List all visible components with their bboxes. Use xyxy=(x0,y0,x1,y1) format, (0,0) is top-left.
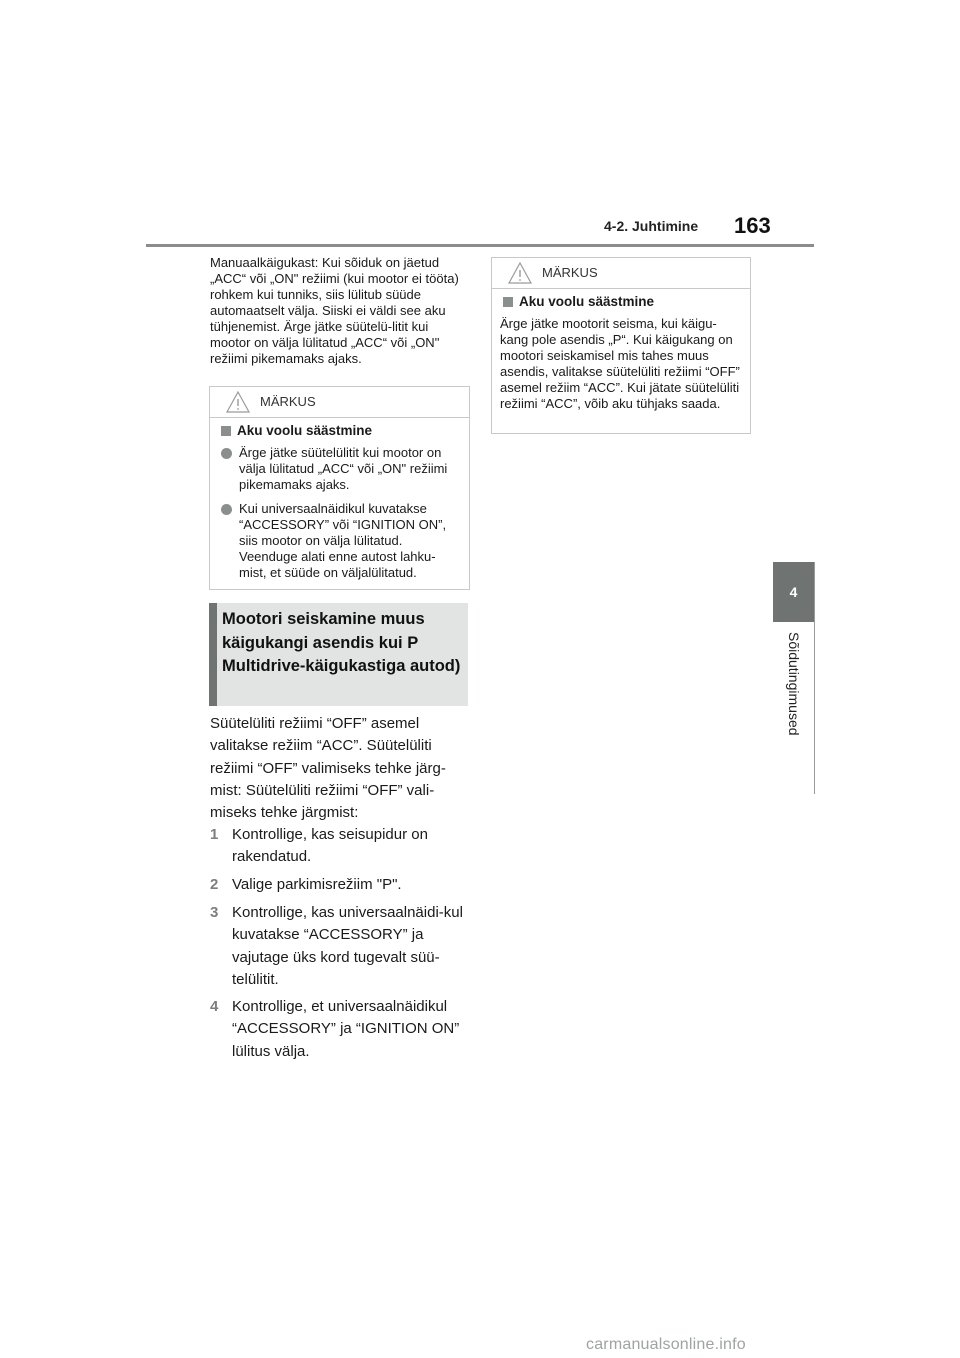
body-paragraph: Süütelüliti režiimi “OFF” asemel valitakse režiim “ACC”. Süütelüliti režiimi “OFF” valimiseks tehke järg-mist: Süütelüliti režiimi “OFF” vali-miseks tehke järgmist: xyxy=(210,715,446,822)
notice-body xyxy=(492,289,750,412)
chapter-divider xyxy=(814,562,815,794)
notice-box-right xyxy=(491,257,751,434)
notice-text: Ärge jätke mootorit seisma, kui käigu-kang pole asendis „P“. Kui käigukang on mootori seiskamisel mis tahes muus asendis, valitakse süütelüliti režiimi “OFF” asemel režiim “ACC”. Kui jätate süütelüliti režiimi “ACC”, võib aku tühjaks saada. xyxy=(500,316,740,411)
round-bullet-icon xyxy=(221,504,232,515)
chapter-number: 4 xyxy=(789,584,798,600)
notice-subhead-text: Aku voolu säästmine xyxy=(237,423,373,438)
notice-bullet xyxy=(218,445,461,493)
notice-label: MÄRKUS xyxy=(542,265,598,280)
watermark: carmanualsonline.info xyxy=(586,1336,746,1353)
section-heading-box xyxy=(209,603,468,706)
header-section-title: 4-2. Juhtimine xyxy=(604,218,699,234)
notice-bullet-text: Ärge jätke süütelülitit kui mootor on välja lülitatud „ACC“ või „ON" režiimi pikemamaks ajaks. xyxy=(239,445,448,492)
chapter-title: Sõidutingimused xyxy=(786,632,802,736)
warning-triangle-icon xyxy=(226,391,250,413)
notice-header xyxy=(492,258,750,289)
notice-header xyxy=(210,387,469,418)
page-number: 163 xyxy=(734,213,771,238)
step-item xyxy=(210,996,472,1063)
notice-subhead xyxy=(218,423,461,439)
notice-subhead-text: Aku voolu säästmine xyxy=(519,294,655,309)
step-item xyxy=(210,874,472,896)
step-text: Kontrollige, kas universaalnäidi-kul kuvatakse “ACCESSORY” ja vajutage üks kord tugevalt süü-telülitit. xyxy=(232,904,463,988)
step-number: 1 xyxy=(210,826,219,843)
notice-box-left xyxy=(209,386,470,590)
notice-bullet-text: Kui universaalnäidikul kuvatakse “ACCESSORY” või “IGNITION ON”, siis mootor on välja lülitatud. Veenduge alati enne autost lahku-mist, et süüde on väljalülitatud. xyxy=(239,501,447,580)
step-number: 4 xyxy=(210,998,219,1015)
round-bullet-icon xyxy=(221,448,232,459)
step-item xyxy=(210,824,472,869)
chapter-tab xyxy=(773,562,814,622)
section-heading-bar xyxy=(209,603,217,706)
step-text: Kontrollige, et universaalnäidikul “ACCESSORY” ja “IGNITION ON” lülitus välja. xyxy=(232,998,460,1060)
step-text: Valige parkimisrežiim "P". xyxy=(232,876,402,893)
header-divider xyxy=(146,244,814,247)
intro-paragraph: Manuaalkäigukast: Kui sõiduk on jäetud „ACC“ või „ON" režiimi (kui mootor ei tööta) rohkem kui tunniks, siis lülitub süüde automaatselt välja. Siiski ei väldi see aku tühjenemist. Ärge jätke süütelü-litit kui mootor on välja lülitatud „ACC“ või „ON" režiimi pikemamaks ajaks. xyxy=(210,255,459,366)
step-number: 3 xyxy=(210,904,219,921)
warning-triangle-icon xyxy=(508,262,532,284)
step-number: 2 xyxy=(210,876,219,893)
notice-body xyxy=(210,418,469,581)
step-text: Kontrollige, kas seisupidur on rakendatud. xyxy=(232,826,428,866)
square-bullet-icon xyxy=(221,426,231,436)
notice-subhead xyxy=(500,294,742,310)
notice-bullet xyxy=(218,501,461,581)
notice-label: MÄRKUS xyxy=(260,394,316,409)
square-bullet-icon xyxy=(503,297,513,307)
section-heading: Mootori seiskamine muus käigukangi asendis kui P Multidrive-käigukastiga autod) xyxy=(222,610,461,675)
step-item xyxy=(210,902,472,991)
